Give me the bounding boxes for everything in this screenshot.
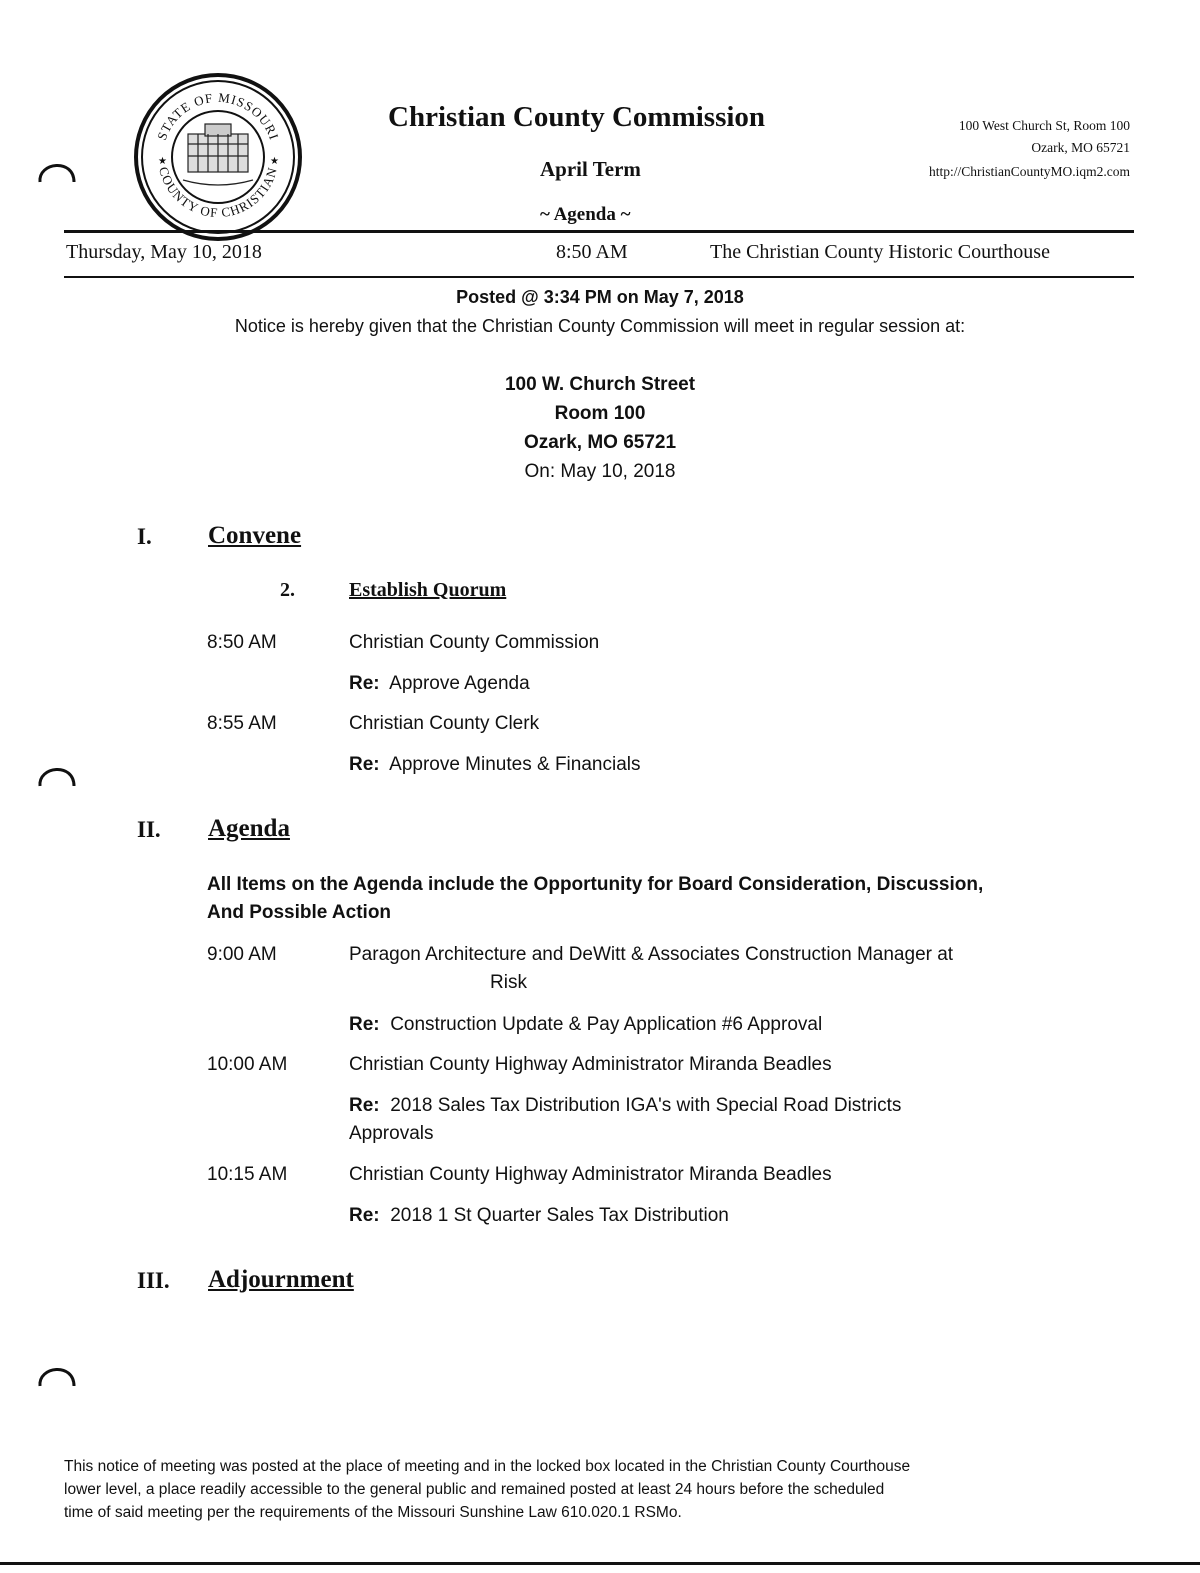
re-text: 2018 1 St Quarter Sales Tax Distribution bbox=[390, 1205, 729, 1226]
seal-text-top: STATE OF MISSOURI bbox=[154, 89, 283, 143]
re-label: Re: bbox=[349, 1014, 380, 1035]
address-line-1: 100 West Church St, Room 100 bbox=[958, 118, 1130, 133]
item-re bbox=[349, 673, 530, 695]
item-time: 8:50 AM bbox=[207, 632, 277, 653]
term-label: April Term bbox=[540, 157, 641, 181]
section-title-agenda: Agenda bbox=[208, 815, 290, 842]
item-presenter: Paragon Architecture and DeWitt & Associates Construction Manager at bbox=[349, 944, 954, 965]
item-presenter-cont: Risk bbox=[490, 972, 527, 993]
section-number-2: II. bbox=[137, 817, 161, 842]
section-title-adjournment: Adjournment bbox=[208, 1266, 354, 1293]
location-room: Room 100 bbox=[554, 403, 646, 424]
item-presenter: Christian County Highway Administrator Miranda Beadles bbox=[349, 1164, 832, 1185]
agenda-heading: ~ Agenda ~ bbox=[540, 204, 631, 225]
re-text: Construction Update & Pay Application #6 Approval bbox=[390, 1014, 823, 1035]
item-presenter: Christian County Clerk bbox=[349, 713, 540, 734]
location-street: 100 W. Church Street bbox=[504, 374, 696, 395]
meeting-date: Thursday, May 10, 2018 bbox=[66, 241, 262, 263]
subsection-title: Establish Quorum bbox=[349, 579, 507, 601]
meeting-place: The Christian County Historic Courthouse bbox=[710, 241, 1050, 263]
footer-line-2: lower level, a place readily accessible to the general public and remained posted at least 24 hours before the scheduled bbox=[64, 1481, 885, 1498]
re-text: Approve Agenda bbox=[389, 673, 530, 694]
section-title-convene: Convene bbox=[208, 522, 302, 549]
item-re bbox=[349, 1014, 822, 1036]
svg-text:★: ★ bbox=[158, 156, 167, 167]
website-link[interactable]: http://ChristianCountyMO.iqm2.com bbox=[928, 164, 1130, 179]
commission-title: Christian County Commission bbox=[388, 101, 766, 133]
agenda-intro-line-1: All Items on the Agenda include the Opportunity for Board Consideration, Discussion, bbox=[207, 874, 984, 895]
section-number-1: I. bbox=[137, 524, 152, 549]
re-label: Re: bbox=[349, 754, 380, 775]
re-label: Re: bbox=[349, 1205, 380, 1226]
meeting-time: 8:50 AM bbox=[556, 241, 628, 263]
posted-notice: Posted @ 3:34 PM on May 7, 2018 bbox=[456, 287, 744, 307]
item-re bbox=[349, 754, 640, 776]
item-time: 9:00 AM bbox=[207, 944, 277, 965]
header-rule-bottom bbox=[64, 276, 1134, 278]
item-time: 8:55 AM bbox=[207, 713, 277, 734]
punch-hole-icon bbox=[36, 1356, 78, 1390]
page-bottom-rule bbox=[0, 1562, 1200, 1565]
punch-hole-icon bbox=[36, 152, 78, 186]
footer-line-1: This notice of meeting was posted at the place of meeting and in the locked box located in the Christian County Courthouse bbox=[64, 1458, 911, 1475]
re-text: 2018 Sales Tax Distribution IGA's with Special Road Districts bbox=[390, 1095, 902, 1116]
item-presenter: Christian County Commission bbox=[349, 632, 600, 653]
footer-notice bbox=[64, 1455, 1064, 1524]
header-rule-top bbox=[64, 230, 1134, 233]
subsection-number: 2. bbox=[280, 579, 295, 601]
item-re bbox=[349, 1205, 729, 1227]
item-presenter: Christian County Highway Administrator Miranda Beadles bbox=[349, 1054, 832, 1075]
re-label: Re: bbox=[349, 673, 380, 694]
item-time: 10:00 AM bbox=[207, 1054, 288, 1075]
notice-text: Notice is hereby given that the Christian County Commission will meet in regular session at: bbox=[234, 316, 966, 336]
re-text: Approve Minutes & Financials bbox=[389, 754, 641, 775]
svg-text:★: ★ bbox=[270, 156, 279, 167]
re-label: Re: bbox=[349, 1095, 380, 1116]
item-re-cont: Approvals bbox=[349, 1123, 434, 1144]
agenda-intro-line-2: And Possible Action bbox=[207, 902, 392, 923]
footer-line-3: time of said meeting per the requirements of the Missouri Sunshine Law 610.020.1 RSMo. bbox=[64, 1504, 682, 1521]
address-line-2: Ozark, MO 65721 bbox=[1031, 140, 1130, 155]
item-re bbox=[349, 1095, 901, 1117]
item-time: 10:15 AM bbox=[207, 1164, 288, 1185]
section-number-3: III. bbox=[137, 1268, 170, 1293]
county-seal-icon bbox=[133, 72, 303, 242]
seal-text-bottom: COUNTY OF CHRISTIAN bbox=[156, 165, 281, 221]
punch-hole-icon bbox=[36, 756, 78, 790]
location-city: Ozark, MO 65721 bbox=[523, 432, 677, 453]
location-date: On: May 10, 2018 bbox=[524, 461, 676, 482]
